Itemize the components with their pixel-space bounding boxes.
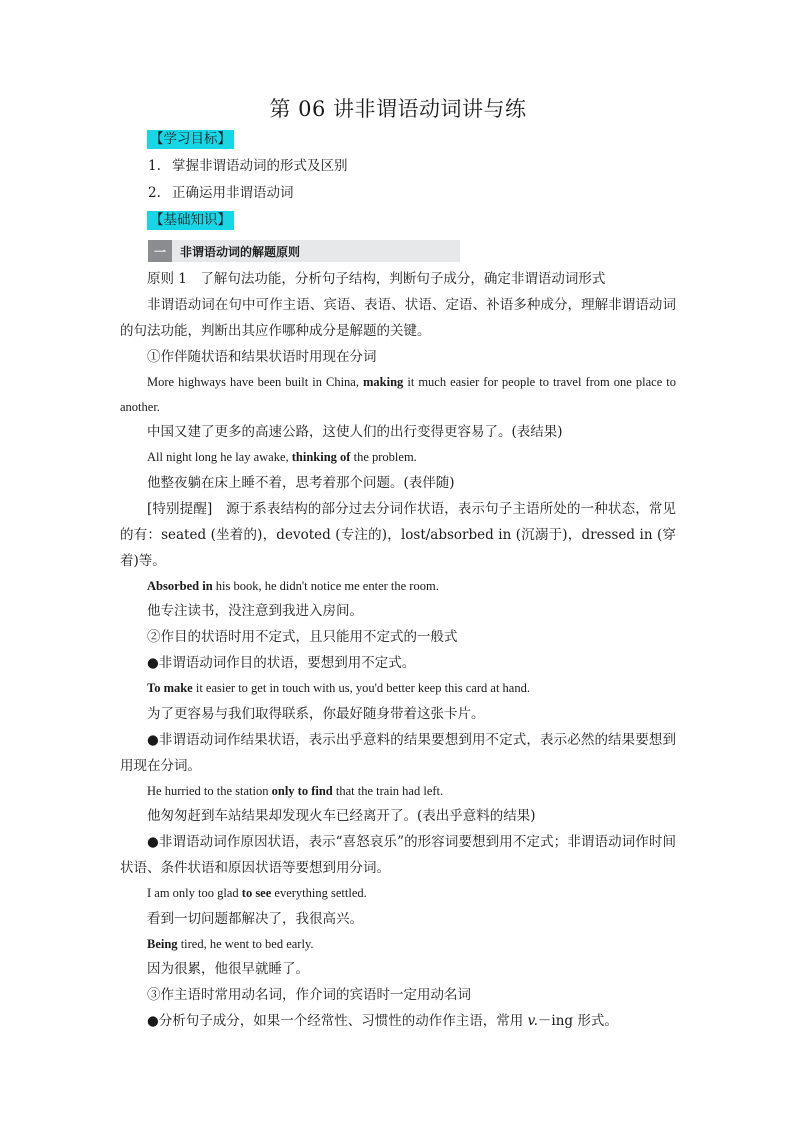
example-translation: 因为很累，他很早就睡了。 bbox=[147, 961, 309, 977]
example-text: the problem. bbox=[350, 450, 417, 464]
example-keyword: Being bbox=[147, 936, 178, 951]
bullet-text: －ing 形式。 bbox=[537, 1013, 618, 1029]
bullet-text: ●分析句子成分，如果一个经常性、习惯性的动作作主语，常用 bbox=[147, 1013, 528, 1029]
example-keyword: only to find bbox=[271, 783, 333, 798]
goal-item bbox=[120, 180, 676, 207]
bullet-point bbox=[120, 1008, 676, 1034]
basic-knowledge-tag: 【基础知识】 bbox=[147, 211, 234, 230]
example-sentence bbox=[120, 932, 676, 957]
example-translation: 他整夜躺在床上睡不着，思考着那个问题。(表伴随) bbox=[147, 474, 455, 491]
example-text: He hurried to the station bbox=[147, 783, 272, 798]
example-translation: 看到一切问题都解决了，我很高兴。 bbox=[147, 910, 363, 927]
goal-text: 掌握非谓语动词的形式及区别 bbox=[172, 158, 348, 174]
example-text: that the train had left. bbox=[332, 783, 444, 798]
example-text: I am only too glad bbox=[147, 886, 242, 900]
example-text: it easier to get in touch with us, you'd better keep this card at hand. bbox=[192, 681, 530, 695]
example-sentence bbox=[120, 445, 676, 470]
example-text: it much easier for people to travel from one place to another. bbox=[120, 375, 676, 414]
example-text: his book, he didn't notice me enter the room. bbox=[212, 578, 439, 593]
goal-text: 正确运用非谓语动词 bbox=[172, 185, 294, 201]
example-text: All night long he lay awake, bbox=[147, 450, 292, 464]
example-sentence bbox=[120, 574, 676, 599]
principle-heading: 原则 1 了解句法功能，分析句子结构，判断句子成分，确定非谓语动词形式 bbox=[147, 271, 606, 287]
example-sentence bbox=[120, 881, 676, 906]
example-keyword: thinking of bbox=[291, 450, 351, 464]
goal-number: 2. bbox=[148, 185, 161, 201]
learning-goals-tag: 【学习目标】 bbox=[147, 130, 234, 149]
goal-number: 1. bbox=[148, 158, 161, 174]
rule-heading: ①作伴随状语和结果状语时用现在分词 bbox=[147, 349, 377, 365]
example-keyword: To make bbox=[147, 681, 193, 695]
example-translation: 为了更容易与我们取得联系，你最好随身带着这张卡片。 bbox=[147, 705, 485, 722]
rule-heading: ②作目的状语时用不定式，且只能用不定式的一般式 bbox=[147, 629, 458, 645]
basics-tag-row bbox=[120, 207, 676, 234]
bullet-point: ●非谓语动词作目的状语，要想到用不定式。 bbox=[147, 655, 416, 671]
bullet-point: ●非谓语动词作结果状语，表示出乎意料的结果要想到用不定式，表示必然的结果要想到用现在分词。 bbox=[120, 731, 676, 774]
example-translation: 他专注读书，没注意到我进入房间。 bbox=[147, 603, 363, 619]
example-sentence bbox=[120, 370, 676, 419]
example-keyword: Absorbed in bbox=[147, 578, 213, 593]
example-sentence bbox=[120, 676, 676, 701]
document-page bbox=[120, 92, 676, 1034]
bullet-italic: v. bbox=[527, 1013, 538, 1029]
goals-tag-row bbox=[120, 126, 676, 153]
section-title: 非谓语动词的解题原则 bbox=[180, 244, 301, 259]
example-text: tired, he went to bed early. bbox=[177, 936, 314, 951]
example-translation: 他匆匆赶到车站结果却发现火车已经离开了。(表出乎意料的结果) bbox=[147, 808, 536, 824]
intro-paragraph: 非谓语动词在句中可作主语、宾语、表语、状语、定语、补语多种成分，理解非谓语动词的句法功能，判断出其应作哪种成分是解题的关键。 bbox=[120, 297, 676, 339]
example-keyword: to see bbox=[241, 886, 272, 900]
section-number-badge: 一 bbox=[148, 240, 172, 262]
section-heading bbox=[148, 240, 460, 262]
goal-item bbox=[120, 153, 676, 180]
page-title: 第 06 讲非谓语动词讲与练 bbox=[269, 97, 527, 121]
example-translation: 中国又建了更多的高速公路，这使人们的出行变得更容易了。(表结果) bbox=[147, 424, 563, 440]
bullet-point: ●非谓语动词作原因状语，表示“喜怒哀乐”的形容词要想到用不定式；非谓语动词作时间状语、条件状语和原因状语等要想到用分词。 bbox=[120, 834, 676, 876]
example-keyword: making bbox=[363, 375, 404, 389]
example-text: More highways have been built in China, bbox=[147, 375, 364, 389]
special-tip: [特别提醒] 源于系表结构的部分过去分词作状语，表示句子主语所处的一种状态，常见的有：seated (坐着的)，devoted (专注的)，lost/absorbed in (沉溺于)，dressed in (穿着)等。 bbox=[120, 500, 676, 569]
example-text: everything settled. bbox=[271, 886, 367, 900]
example-sentence bbox=[120, 779, 676, 804]
rule-heading: ③作主语时常用动名词，作介词的宾语时一定用动名词 bbox=[147, 987, 471, 1003]
